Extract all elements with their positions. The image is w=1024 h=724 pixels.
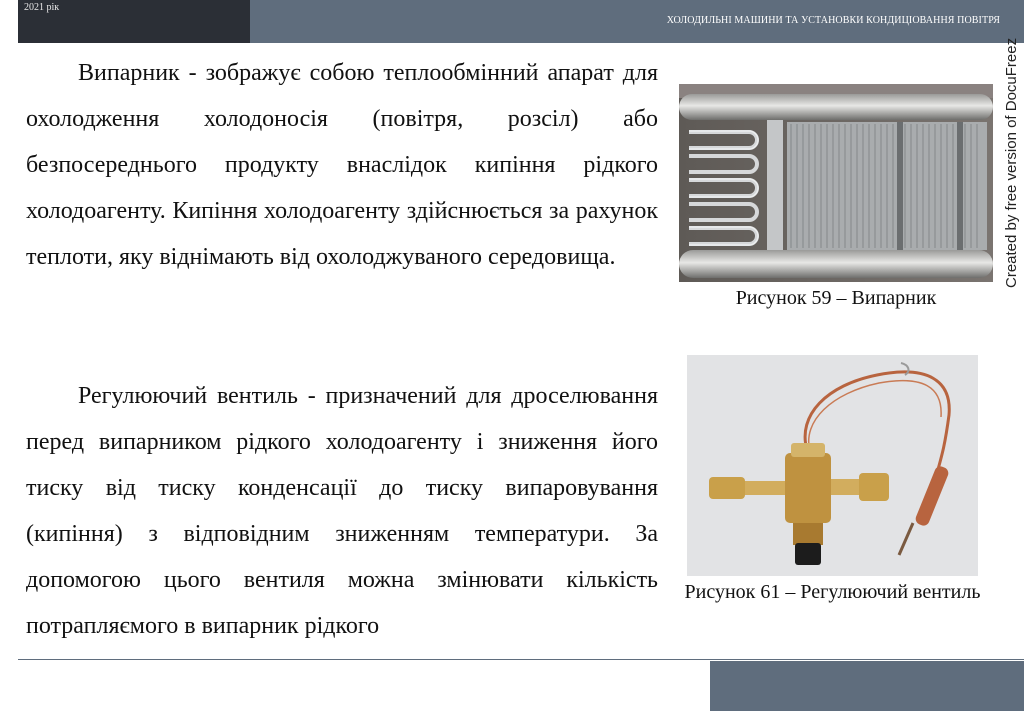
paragraph-valve: Регулюючий вентиль - призначений для дроселювання перед випарником рідкого холодоагенту і зниження його тиску від тиску конденсації до тиску випаровування (кипіння) з відповідним зниженням температури. За допомогою цього вентиля можна змінювати кількість потрапляємого в випарник рідкого xyxy=(26,383,658,639)
figure-59-caption: Рисунок 59 – Випарник xyxy=(735,287,937,309)
paragraph-evaporator: Випарник - зображує собою теплообмінний апарат для охолодження холодоносія (повітря, розсіл) або безпосереднього продукту внаслідок кипіння рідкого холодоагенту. Кипіння холодоагенту здійснюється за рахунок теплоти, яку віднімають від охолоджуваного середовища. xyxy=(26,60,658,270)
regulating-valve-image xyxy=(687,355,978,576)
header-bar xyxy=(250,0,1024,43)
footer-divider xyxy=(18,659,1024,660)
footer-block xyxy=(710,661,1024,711)
header-year: 2021 рік xyxy=(24,2,60,13)
header-title: ХОЛОДИЛЬНІ МАШИНИ ТА УСТАНОВКИ КОНДИЦІОВАННЯ ПОВІТРЯ xyxy=(666,15,1000,26)
figure-61-caption: Рисунок 61 – Регулюючий вентиль xyxy=(684,581,981,603)
watermark: Created by free version of DocuFreez xyxy=(1003,37,1020,288)
evaporator-image xyxy=(679,84,993,282)
